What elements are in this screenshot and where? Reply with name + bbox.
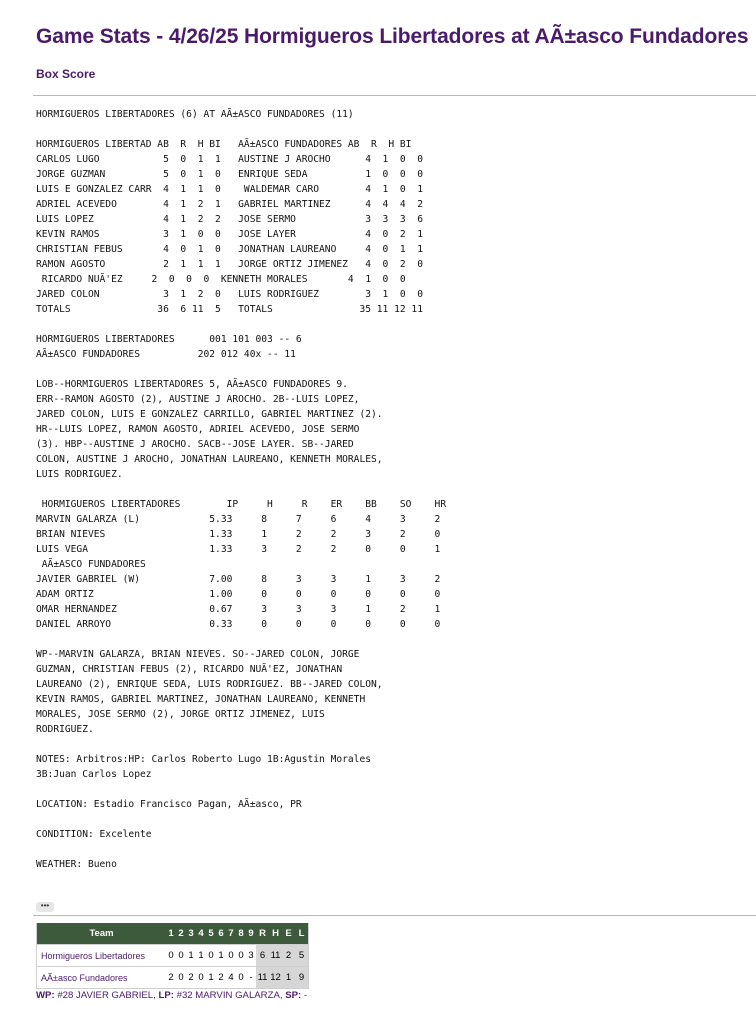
inning-score: 0 [236, 945, 246, 967]
box-score-heading: Box Score [36, 67, 96, 81]
inning-score: 3 [246, 945, 256, 967]
inning-score: 1 [186, 945, 196, 967]
team-column-header: Team [37, 923, 167, 945]
linescore-row-away [37, 945, 309, 967]
left-on-base-total: 5 [295, 945, 309, 967]
runs-total: 11 [256, 967, 269, 989]
errors-total: 1 [282, 967, 295, 989]
inning-score: 1 [196, 945, 206, 967]
team-name: AÃ±asco Fundadores [37, 967, 167, 989]
left-on-base-total: 9 [295, 967, 309, 989]
hits-total: 12 [269, 967, 282, 989]
inning-score: 2 [166, 967, 176, 989]
page-title: Game Stats - 4/26/25 Hormigueros Libertadores at AÃ±asco Fundadores [36, 25, 749, 48]
inning-score: 2 [186, 967, 196, 989]
inning-score: - [246, 967, 256, 989]
inning-score: 0 [226, 945, 236, 967]
losing-pitcher-label: LP: [158, 990, 174, 1001]
hits-header: H [269, 923, 282, 945]
inning-header: 9 [246, 923, 256, 945]
errors-header: E [282, 923, 295, 945]
inning-header: 8 [236, 923, 246, 945]
left-on-base-header: L [295, 923, 309, 945]
inning-score: 0 [176, 967, 186, 989]
inning-score: 4 [226, 967, 236, 989]
runs-header: R [256, 923, 269, 945]
errors-total: 2 [282, 945, 295, 967]
pitchers-of-record [36, 989, 307, 1002]
inning-score: 0 [176, 945, 186, 967]
inning-score: 0 [236, 967, 246, 989]
inning-score: 1 [216, 945, 226, 967]
inning-header: 1 [166, 923, 176, 945]
team-name: Hormigueros Libertadores [37, 945, 167, 967]
runs-total: 6 [256, 945, 269, 967]
inning-score: 0 [166, 945, 176, 967]
inning-score: 0 [196, 967, 206, 989]
linescore-header-row [37, 923, 309, 945]
save-pitcher: - [301, 990, 308, 1001]
losing-pitcher: #32 MARVIN GALARZA, [173, 990, 286, 1001]
inning-header: 7 [226, 923, 236, 945]
inning-header: 2 [176, 923, 186, 945]
inning-header: 3 [186, 923, 196, 945]
linescore-table [36, 923, 309, 989]
inning-header: 4 [196, 923, 206, 945]
bottom-divider [33, 915, 756, 916]
box-score-text: HORMIGUEROS LIBERTADORES (6) AT AÃ±ASCO FUNDADORES (11) HORMIGUEROS LIBERTAD AB R H BI AÃ±ASCO FUNDADORES AB R H BI CARLOS LUGO 5 0 1 1 AUSTINE J AROCHO 4 1 0 0 JORGE GUZMAN 5 0 1 0 ENRIQUE SEDA 1 0 0 0 LUIS E GONZALEZ CARR 4 1 1 0 WALDEMAR CARO 4 1 0 1 ADRIEL ACEVEDO 4 1 2 1 GABRIEL MARTINEZ 4 4 4 2 LUIS LOPEZ 4 1 2 2 JOSE SERMO 3 3 3 6 KEVIN RAMOS 3 1 0 0 JOSE LAYER 4 0 2 1 CHRISTIAN FEBUS 4 0 1 0 JONATHAN LAUREANO 4 0 1 1 RAMON AGOSTO 2 1 1 1 JORGE ORTIZ JIMENEZ 4 0 2 0 RICARDO NUÃ'EZ 2 0 0 0 KENNETH MORALES 4 1 0 0 JARED COLON 3 1 2 0 LUIS RODRIGUEZ 3 1 0 0 TOTALS 36 6 11 5 TOTALS 35 11 12 11 HORMIGUEROS LIBERTADORES 001 101 003 -- 6 AÃ±ASCO FUNDADORES 202 012 40x -- 11 LOB--HORMIGUEROS LIBERTADORES 5, AÃ±ASCO FUNDADORES 9. ERR--RAMON AGOSTO (2), AUSTINE J AROCHO. 2B--LUIS LOPEZ, JARED COLON, LUIS E GONZALEZ CARRILLO, GABRIEL MARTINEZ (2). HR--LUIS LOPEZ, RAMON AGOSTO, ADRIEL ACEVEDO, JOSE SERMO (3). HBP--AUSTINE J AROCHO. SACB--JOSE LAYER. SB--JARED COLON, AUSTINE J AROCHO, JONATHAN LAUREANO, KENNETH MORALES, LUIS RODRIGUEZ. HORMIGUEROS LIBERTADORES IP H R ER BB SO HR MARVIN GALARZA (L) 5.33 8 7 6 4 3 2 BRIAN NIEVES 1.33 1 2 2 3 2 0 LUIS VEGA 1.33 3 2 2 0 0 1 AÃ±ASCO FUNDADORES JAVIER GABRIEL (W) 7.00 8 3 3 1 3 2 ADAM ORTIZ 1.00 0 0 0 0 0 0 OMAR HERNANDEZ 0.67 3 3 3 1 2 1 DANIEL ARROYO 0.33 0 0 0 0 0 0 WP--MARVIN GALARZA, BRIAN NIEVES. SO--JARED COLON, JORGE GUZMAN, CHRISTIAN FEBUS (2), RICARDO NUÃ'EZ, JONATHAN LAUREANO (2), ENRIQUE SEDA, LUIS RODRIGUEZ. BB--JARED COLON, KEVIN RAMOS, GABRIEL MARTINEZ, JONATHAN LAUREANO, KENNETH MORALES, JOSE SERMO (2), JORGE ORTIZ JIMENEZ, LUIS RODRIGUEZ. NOTES: Arbitros:HP: Carlos Roberto Lugo 1B:Agustin Morales 3B:Juan Carlos Lopez LOCATION: Estadio Francisco Pagan, AÃ±asco, PR CONDITION: Excelente WEATHER: Bueno [36, 109, 447, 870]
inning-score: 1 [206, 967, 216, 989]
hits-total: 11 [269, 945, 282, 967]
inning-header: 6 [216, 923, 226, 945]
linescore-row-home [37, 967, 309, 989]
inning-score: 2 [216, 967, 226, 989]
more-options-button[interactable]: ••• [36, 902, 54, 912]
save-pitcher-label: SP: [285, 990, 302, 1001]
top-divider [33, 95, 756, 96]
winning-pitcher-label: WP: [36, 990, 55, 1001]
inning-score: 0 [206, 945, 216, 967]
inning-header: 5 [206, 923, 216, 945]
winning-pitcher: #28 JAVIER GABRIEL, [54, 990, 159, 1001]
